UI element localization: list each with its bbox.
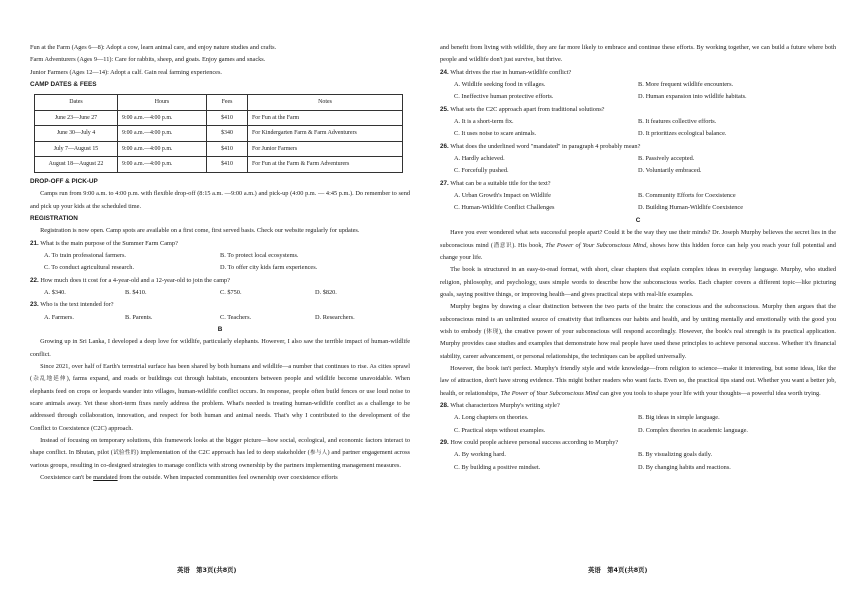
intro-line-3: Junior Farmers (Ages 12—14): Adopt a calf. Gain real farming experiences. — [30, 68, 222, 76]
question-29 — [440, 437, 836, 449]
table-cell-notes: For Kindergarten Farm & Farm Adventurers — [248, 126, 403, 142]
option-c[interactable]: C. To conduct agricultural research. — [44, 264, 135, 272]
question-24-options — [440, 79, 836, 104]
table-row — [35, 157, 403, 173]
question-text: What is the main purpose of the Summer Farm Camp? — [40, 239, 178, 247]
question-28-options — [440, 412, 836, 437]
question-number: 26. — [440, 142, 449, 150]
question-number: 23. — [30, 301, 39, 309]
option-c[interactable]: C. $750. — [220, 288, 242, 296]
option-a[interactable]: A. Urban Growth's Impact on Wildlife — [454, 192, 551, 200]
option-b[interactable]: B. To protect local ecosystems. — [220, 251, 299, 259]
option-d[interactable]: D. Voluntarily embraced. — [638, 167, 702, 175]
option-b[interactable]: B. $410. — [125, 288, 147, 296]
option-d[interactable]: D. $820. — [315, 288, 337, 296]
question-27-options — [440, 190, 836, 215]
dropoff-heading: DROP-OFF & PICK-UP — [30, 177, 98, 185]
chinese-gloss: 试验性的 — [112, 450, 137, 457]
option-a[interactable]: A. By working hard. — [454, 451, 506, 459]
table-cell-fees: $410 — [207, 110, 248, 126]
passage-b-paragraph-1: Growing up in Sri Lanka, I developed a deep love for wildlife, particularly elephants. However, I also saw the terrible impact of human-wildlife conflict. — [30, 338, 410, 358]
registration-text: Registration is now open. Camp spots are available on a first come, first served basis. Check our website regularly for updates. — [40, 227, 360, 235]
question-number: 27. — [440, 179, 449, 187]
table-row — [35, 110, 403, 126]
passage-c-paragraph-4: However, the book isn't perfect. Murphy's friendly style and wide knowledge—from religion to science—make it interesting, but some ideas, like the law of attraction, don't have strong evidence. This might bother readers who want facts. Even so, the practical tips stand out. Whether you want a better job, health, or relationships, The Power of Your Subconscious Mind can give you tools to shape your life with your thoughts—a powerful idea worth trying. — [440, 364, 836, 397]
option-c[interactable]: C. Human-Wildlife Conflict Challenges — [454, 204, 555, 212]
book-title: The Power of Your Subconscious Mind — [545, 241, 647, 249]
table-cell-dates: June 23—June 27 — [35, 110, 118, 126]
option-c[interactable]: C. It uses noise to scare animals. — [454, 130, 537, 138]
passage-c-paragraph-3: Murphy begins by drawing a clear distinction between the two parts of the brain: the conscious and the subconscious. Murphy then argues that the subconscious mind is an unlimited source of creativity that influences our habits and health, and by uniting mentally and emotionally with the good you wish to embody (体现), the creative power of your subconscious will respond accordingly. However, the book's real strength is its practical application. Murphy provides case studies and examples that demonstrate how real people have used these principles to achieve personal success. Whether it's financial stability, career advancement, or personal relationships, the techniques can be applied universally. — [440, 303, 836, 360]
option-b[interactable]: B. Community Efforts for Coexistence — [638, 192, 736, 200]
passage-c-paragraph-1: Have you ever wondered what sets successful people apart? Could it be the way they use their minds? Dr. Joseph Murphy believes the secret lies in the subconscious mind (潜意识). His book, The Power of Your Subconscious Mind, shows how this hidden force can help you reach your full potential and change your life. — [440, 229, 836, 261]
question-text: What sets the C2C approach apart from traditional solutions? — [450, 105, 605, 113]
option-a[interactable]: A. Hardly achieved. — [454, 155, 505, 163]
passage-b-paragraph-2: Since 2021, over half of Earth's terrestrial surface has been shared by both humans and wildlife—a number that continues to rise. As cities sprawl (杂乱地延伸), farms expand, and roads or buildings cut through habitats, encounters between people and wildlife become unavoidable. When elephants feed on crops or leopards wander into villages, human-wildlife conflict occurs. In response, people often build fences or use loud noise to scare animals away. Yet these short-term fixes rarely address the problem. What's needed is treating human-wildlife conflict as a challenge to be addressed through collaboration, innovation, and respect for both human and animal needs. That's why I contributed to the development of the Conflict to Coexistence (C2C) approach. — [30, 363, 410, 432]
chinese-gloss: 体现 — [485, 328, 499, 335]
option-a[interactable]: A. Wildlife seeking food in villages. — [454, 81, 546, 89]
right-column — [440, 42, 836, 474]
table-cell-hours: 9:00 a.m.—4:00 p.m. — [118, 157, 207, 173]
table-header-row — [35, 95, 403, 111]
question-number: 21. — [30, 239, 39, 247]
table-cell-fees: $410 — [207, 157, 248, 173]
option-d[interactable]: D. Human expansion into wildlife habitats. — [638, 93, 747, 101]
option-a[interactable]: A. It is a short-term fix. — [454, 118, 514, 126]
page-footer-left: 英语 第3页(共8页) — [177, 566, 237, 574]
camp-fees-table — [34, 94, 403, 173]
option-b[interactable]: B. More frequent wildlife encounters. — [638, 81, 734, 89]
question-text: What characterizes Murphy's writing style? — [450, 401, 560, 409]
table-row — [35, 126, 403, 142]
table-header-dates: Dates — [35, 95, 118, 111]
question-21 — [30, 238, 410, 250]
option-b[interactable]: B. It features collective efforts. — [638, 118, 717, 126]
option-c[interactable]: C. Practical steps without examples. — [454, 426, 546, 434]
question-text: What drives the rise in human-wildlife conflict? — [450, 68, 572, 76]
chinese-gloss: 潜意识 — [492, 242, 513, 249]
registration-heading: REGISTRATION — [30, 214, 78, 222]
page-footer-right: 英语 第4页(共8页) — [588, 566, 648, 574]
question-22-options — [30, 287, 410, 299]
option-a[interactable]: A. Farmers. — [44, 313, 74, 321]
table-cell-hours: 9:00 a.m.—4:00 p.m. — [118, 126, 207, 142]
option-d[interactable]: D. To offer city kids farm experiences. — [220, 264, 318, 272]
option-d[interactable]: D. Researchers. — [315, 313, 355, 321]
dropoff-text: Camps run from 9:00 a.m. to 4:00 p.m. with flexible drop-off (8:15 a.m. —9:00 a.m.) and pick-up (4:00 p.m. — 4:45 p.m.). Do remember to send and pick up your kids at the scheduled time. — [30, 190, 410, 210]
question-number: 25. — [440, 105, 449, 113]
table-header-hours: Hours — [118, 95, 207, 111]
option-c[interactable]: C. Teachers. — [220, 313, 252, 321]
table-cell-fees: $410 — [207, 141, 248, 157]
option-b[interactable]: B. Passively accepted. — [638, 155, 695, 163]
option-a[interactable]: A. $340. — [44, 288, 66, 296]
option-d[interactable]: D. Building Human-Wildlife Coexistence — [638, 204, 744, 212]
question-number: 24. — [440, 68, 449, 76]
table-cell-hours: 9:00 a.m.—4:00 p.m. — [118, 110, 207, 126]
option-b[interactable]: B. By visualizing goals daily. — [638, 451, 713, 459]
option-a[interactable]: A. Long chapters on theories. — [454, 414, 529, 422]
option-c[interactable]: C. By building a positive mindset. — [454, 463, 541, 471]
question-28 — [440, 400, 836, 412]
option-b[interactable]: B. Parents. — [125, 313, 153, 321]
option-c[interactable]: C. Ineffective human protective efforts. — [454, 93, 554, 101]
camp-dates-heading: CAMP DATES & FEES — [30, 81, 97, 89]
question-23-options — [30, 312, 410, 324]
chinese-gloss: 杂乱地延伸 — [32, 376, 67, 383]
question-26 — [440, 141, 836, 153]
table-cell-dates: June 30—July 4 — [35, 126, 118, 142]
intro-line-1: Fun at the Farm (Ages 6—8): Adopt a cow, learn animal care, and enjoy nature studies and crafts. — [30, 44, 277, 51]
question-23 — [30, 299, 410, 311]
question-text: How much does it cost for a 4-year-old and a 12-year-old to join the camp? — [40, 276, 230, 284]
passage-b-paragraph-3: Instead of focusing on temporary solutions, this framework looks at the bigger picture—how social, ecological, and economic factors interact to shape conflict. In Bhutan, pilot (试验性的) implementation of the C2C approach has led to deep stakeholder (参与人) and partner engagement across various groups, resulting in co-designed strategies to manage conflicts with strong ownership by the partners implementing management measures. — [30, 437, 410, 469]
chinese-gloss: 参与人 — [309, 450, 328, 457]
underlined-word: mandated — [93, 474, 118, 482]
option-d[interactable]: D. Complex theories in academic language. — [638, 426, 748, 434]
question-21-options — [30, 250, 410, 275]
option-c[interactable]: C. Forcefully pushed. — [454, 167, 509, 175]
passage-c-paragraph-2: The book is structured in an easy-to-read format, with short, clear chapters that explain complex ideas in everyday language. Murphy, who studied religion, philosophy, and psychology, uses simple words to describe how the subconscious works. Each chapter covers a different topic—like picturing goals, saying positive things, or improving health—and gives practical steps with real-life examples. — [440, 266, 836, 298]
question-text: What does the underlined word "mandated" in paragraph 4 probably mean? — [450, 142, 641, 150]
table-cell-dates: August 18—August 22 — [35, 157, 118, 173]
section-c-heading: C — [635, 216, 641, 224]
table-cell-dates: July 7—August 15 — [35, 141, 118, 157]
question-number: 28. — [440, 401, 449, 409]
intro-line-2: Farm Adventurers (Ages 9—11): Care for rabbits, sheep, and goats. Enjoy games and snacks. — [30, 56, 266, 64]
table-cell-notes: For Junior Farmers — [248, 141, 403, 157]
option-a[interactable]: A. To train professional farmers. — [44, 251, 126, 259]
question-26-options — [440, 153, 836, 178]
question-22 — [30, 275, 410, 287]
option-d[interactable]: D. By changing habits and reactions. — [638, 463, 731, 471]
table-row — [35, 141, 403, 157]
question-text: What can be a suitable title for the text? — [450, 179, 551, 187]
section-b-heading: B — [217, 326, 223, 333]
passage-b-paragraph-4: Coexistence can't be mandated from the outside. When impacted communities feel ownership over coexistence efforts — [40, 474, 338, 482]
question-29-options — [440, 449, 836, 474]
book-title: The Power of Your Subconscious Mind — [500, 389, 599, 397]
question-25 — [440, 104, 836, 116]
table-cell-hours: 9:00 a.m.—4:00 p.m. — [118, 141, 207, 157]
question-text: Who is the text intended for? — [40, 301, 114, 309]
question-25-options — [440, 116, 836, 141]
passage-b-continuation: and benefit from living with wildlife, they are far more likely to embrace and continue these efforts. By working together, we can build a future where both people and wildlife don't just survive, but thrive. — [440, 44, 836, 64]
question-number: 22. — [30, 276, 39, 284]
left-column — [30, 42, 410, 484]
question-24 — [440, 67, 836, 79]
option-b[interactable]: B. Big ideas in simple language. — [638, 414, 720, 422]
table-header-notes: Notes — [248, 95, 403, 111]
table-cell-notes: For Fun at the Farm & Farm Adventurers — [248, 157, 403, 173]
table-cell-notes: For Fun at the Farm — [248, 110, 403, 126]
question-text: How could people achieve personal success according to Murphy? — [450, 439, 619, 446]
table-header-fees: Fees — [207, 95, 248, 111]
table-cell-fees: $340 — [207, 126, 248, 142]
option-d[interactable]: D. It prioritizes ecological balance. — [638, 130, 727, 138]
question-27 — [440, 178, 836, 190]
question-number: 29. — [440, 439, 449, 446]
